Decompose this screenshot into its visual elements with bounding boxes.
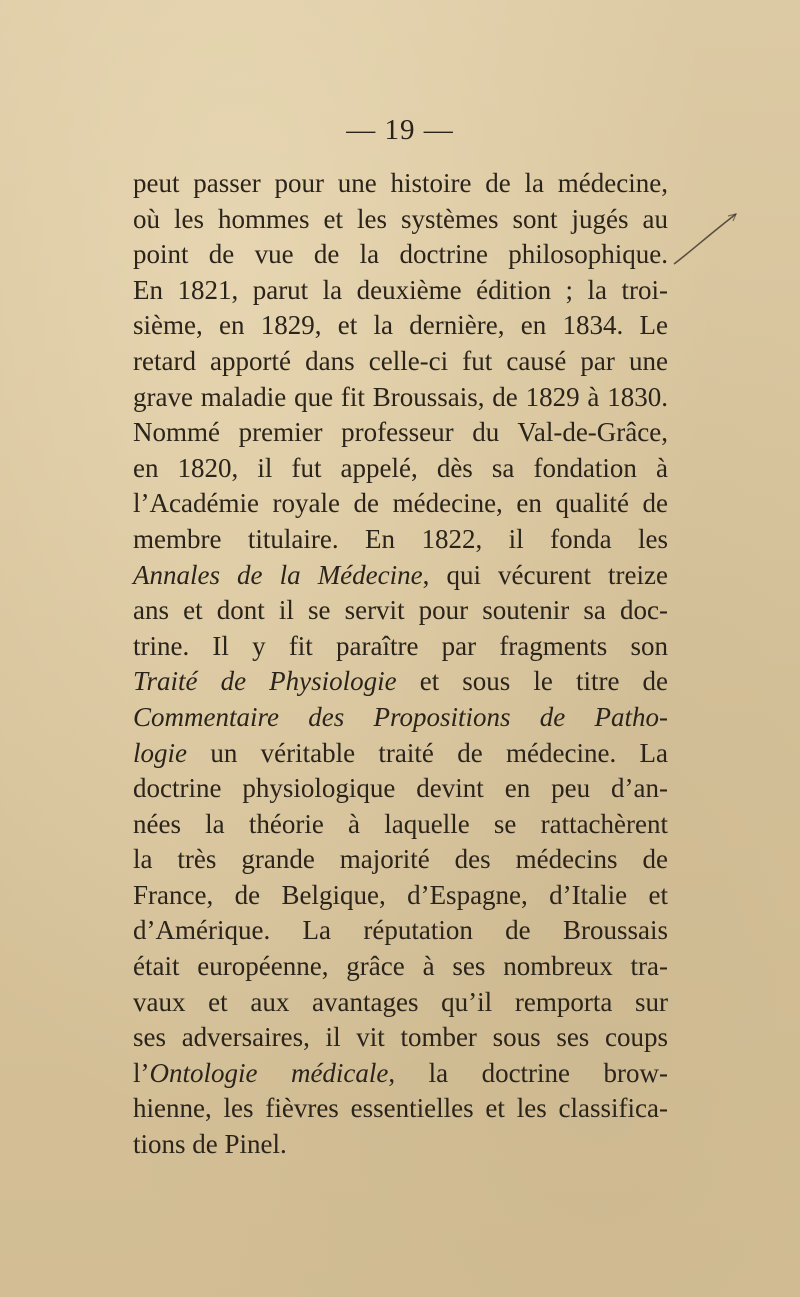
text-line: [133, 949, 668, 985]
text-span: , la doctrine brow-: [388, 1057, 668, 1088]
italic-title-text: Ontologie médicale: [149, 1057, 389, 1088]
text-line: [133, 593, 668, 629]
italic-title-text: Traité de Physiologie: [133, 666, 397, 697]
text-line: [133, 558, 668, 594]
text-span: vaux et aux avantages qu’il remporta sur: [133, 986, 668, 1017]
text-span: était européenne, grâce à ses nombreux tra-: [133, 951, 668, 982]
page-number: — 19 —: [346, 114, 454, 146]
text-line: [133, 1056, 668, 1092]
text-span: Nommé premier professeur du Val-de-Grâce,: [133, 417, 668, 448]
text-line: [133, 878, 668, 914]
text-line: [133, 166, 668, 202]
text-line: [133, 807, 668, 843]
text-span: tions de Pinel.: [133, 1129, 287, 1160]
text-line: [133, 700, 668, 736]
text-span: un véritable traité de médecine. La: [187, 737, 668, 768]
text-span: peut passer pour une histoire de la médecine,: [133, 168, 668, 198]
text-line: [133, 451, 668, 487]
italic-title-text: Commentaire des Propositions de Patho-: [133, 701, 668, 732]
text-line: [133, 736, 668, 772]
text-line: [133, 522, 668, 558]
text-line: [133, 486, 668, 522]
text-line: [133, 237, 668, 273]
text-line: [133, 202, 668, 238]
text-span: l’: [133, 1057, 150, 1088]
text-line: [133, 380, 668, 416]
text-span: membre titulaire. En 1822, il fonda les: [133, 523, 668, 554]
text-span: ses adversaires, il vit tomber sous ses coups: [133, 1022, 668, 1053]
text-line: [133, 308, 668, 344]
text-span: France, de Belgique, d’Espagne, d’Italie et: [133, 879, 668, 910]
text-line: [133, 985, 668, 1021]
text-span: ans et dont il se servit pour soutenir sa doc-: [133, 595, 668, 626]
text-line: [133, 913, 668, 949]
text-line: [133, 415, 668, 451]
text-line: [133, 273, 668, 309]
text-span: et sous le titre de: [396, 666, 668, 697]
text-span: , qui vécurent treize: [422, 559, 668, 590]
text-span: grave maladie que fit Broussais, de 1829 à 1830.: [133, 381, 668, 412]
text-line: [133, 1127, 668, 1163]
text-span: point de vue de la doctrine philosophique.: [133, 239, 668, 270]
italic-title-text: Annales de la Médecine: [133, 559, 423, 590]
text-span: hienne, les fièvres essentielles et les classifica-: [133, 1093, 668, 1124]
italic-title-text: logie: [133, 737, 187, 768]
text-span: retard apporté dans celle-ci fut causé par une: [133, 345, 668, 376]
text-span: En 1821, parut la deuxième édition ; la troi-: [133, 274, 668, 305]
text-line: [133, 629, 668, 665]
text-span: doctrine physiologique devint en peu d’an-: [133, 773, 668, 804]
text-span: la très grande majorité des médecins de: [133, 844, 668, 875]
text-span: où les hommes et les systèmes sont jugés au: [133, 203, 668, 234]
text-span: trine. Il y fit paraître par fragments son: [133, 630, 668, 661]
text-line: [133, 664, 668, 700]
text-span: en 1820, il fut appelé, dès sa fondation à: [133, 452, 668, 483]
text-line: [133, 842, 668, 878]
text-span: d’Amérique. La réputation de Broussais: [133, 915, 668, 946]
body-text: [133, 166, 668, 1163]
text-span: l’Académie royale de médecine, en qualité de: [133, 488, 668, 519]
text-line: [133, 1020, 668, 1056]
text-line: [133, 771, 668, 807]
text-line: [133, 344, 668, 380]
text-span: nées la théorie à laquelle se rattachèrent: [133, 808, 668, 839]
pen-mark-icon: [670, 208, 740, 268]
text-line: [133, 1091, 668, 1127]
text-span: sième, en 1829, et la dernière, en 1834. Le: [133, 310, 668, 341]
